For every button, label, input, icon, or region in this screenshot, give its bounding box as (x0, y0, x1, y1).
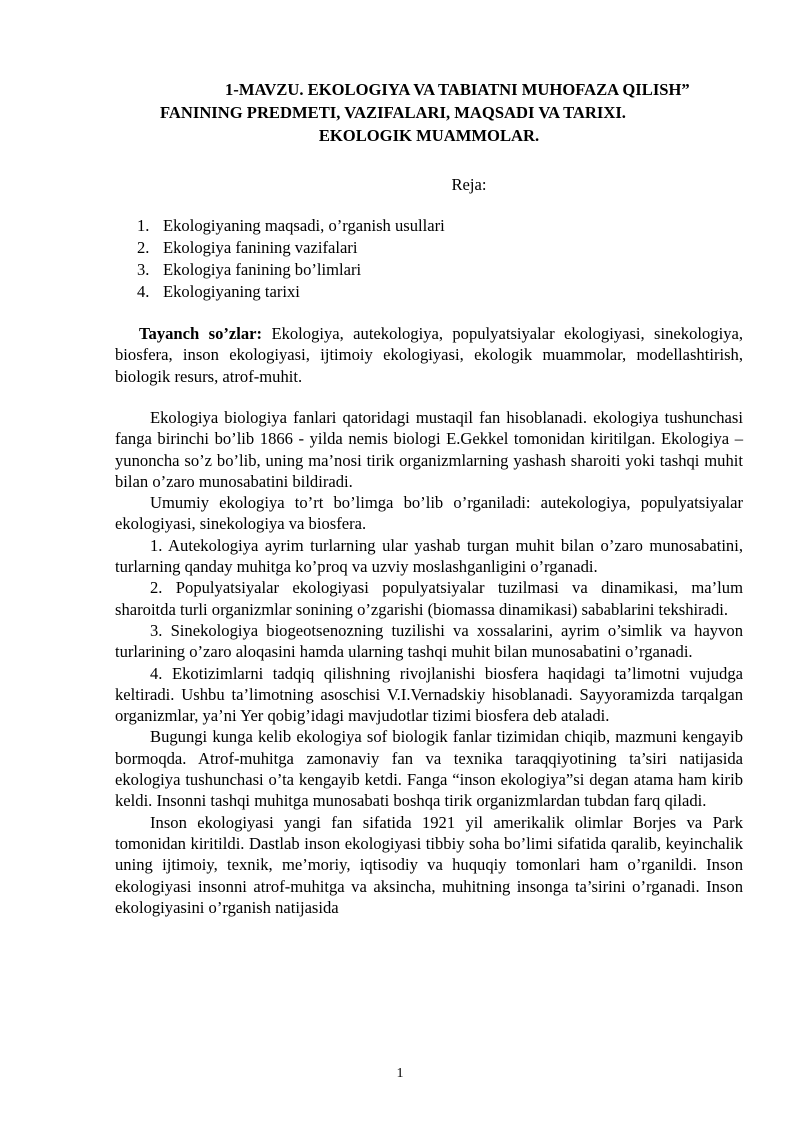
list-item (137, 259, 445, 281)
title-line-3: EKOLOGIK MUAMMOLAR. (318, 126, 540, 145)
body-text (115, 407, 743, 918)
keywords-text: Ekologiya, autekologiya, populyatsiyalar ekologiyasi, sinekologiya, biosfera, inson ekologiyasi, ijtimoiy ekologiyasi, ekologik muammolar, modellashtirish, biologik resurs, atrof-muhit. (115, 324, 743, 386)
keywords-paragraph (115, 323, 743, 387)
list-item-text: Ekologiyaning tarixi (163, 282, 300, 301)
paragraph: Umumiy ekologiya to’rt bo’limga bo’lib o’rganiladi: autekologiya, populyatsiyalar ekologiyasi, sinekologiya va biosfera. (115, 493, 743, 534)
paragraph: 4. Ekotizimlarni tadqiq qilishning rivojlanishi biosfera haqidagi ta’limotni vujudga keltiradi. Ushbu ta’limotning asoschisi V.I.Vernadskiy hisoblanadi. Sayyoramizda tarqalgan organizmlar, ya’ni Yer qobig’idagi mavjudotlar tizimi biosfera deb ataladi. (115, 663, 743, 726)
title-line-2: FANINING PREDMETI, VAZIFALARI, MAQSADI VA TARIXI. (160, 103, 626, 122)
plan-list (137, 215, 445, 303)
plan-heading (115, 174, 743, 196)
list-item-number: 2. (137, 238, 150, 257)
list-item (137, 237, 445, 259)
list-item-number: 4. (137, 282, 150, 301)
list-item-number: 3. (137, 260, 150, 279)
paragraph: Inson ekologiyasi yangi fan sifatida 1921 yil amerikalik olimlar Borjes va Park tomonidan kiritildi. Dastlab inson ekologiyasi tibbiy soha bo’limi sifatida qaralib, keyinchalik uning ijtimoiy, texnik, me’moriy, iqtisodiy va huquqiy tomonlari ham o’rganildi. Inson ekologiyasi insonni atrof-muhitga va aksincha, muhitning insonga ta’sirini o’rganadi. Inson ekologiyasini o’rganish natijasida (115, 812, 743, 917)
paragraph: 1. Autekologiya ayrim turlarning ular yashab turgan muhit bilan o’zaro munosabatini, turlarning qanday muhitga ko’proq va uzviy moslashganligini o’rganadi. (115, 535, 743, 577)
paragraph: Bugungi kunga kelib ekologiya sof biologik fanlar tizimidan chiqib, mazmuni kengayib bormoqda. Atrof-muhitga zamonaviy fan va texnika taraqqiyotining ta’siri natijasida ekologiya tushunchasi o’ta kengayib ketdi. Fanga “inson ekologiya”si degan atama ham kirib keldi. Insonni tashqi muhitga munosabati boshqa tirik organizmlardan tubdan farq qiladi. (115, 727, 743, 811)
paragraph: 3. Sinekologiya biogeotsenozning tuzilishi va xossalarini, ayrim o’simlik va hayvon turlarining o’zaro aloqasini hamda ularning tashqi muhit bilan munosabatini o’rganadi. (115, 620, 743, 662)
list-item-number: 1. (137, 216, 150, 235)
list-item-text: Ekologiya fanining bo’limlari (163, 260, 362, 279)
title-line-1: 1-MAVZU. EKOLOGIYA VA TABIATNI MUHOFAZA QILISH” (225, 80, 690, 99)
list-item (137, 281, 445, 303)
page-number: 1 (396, 1066, 404, 1081)
list-item-text: Ekologiyaning maqsadi, o’rganish usullari (163, 216, 445, 235)
list-item-text: Ekologiya fanining vazifalari (163, 238, 358, 257)
paragraph: Ekologiya biologiya fanlari qatoridagi mustaqil fan hisoblanadi. ekologiya tushunchasi fanga birinchi bo’lib 1866 - yilda nemis biologi E.Gekkel tomonidan kiritilgan. Ekologiya – yunoncha so’z bo’lib, uning ma’nosi tirik organizmlarning yashash sharoiti yoki tashqi muhit bilan o’zaro munosabatini bildiradi. (115, 408, 743, 491)
paragraph: 2. Populyatsiyalar ekologiyasi populyatsiyalar tuzilmasi va dinamikasi, ma’lum sharoitda turli organizmlar sonining o’zgarishi (biomassa dinamikasi) sabablarini tekshiradi. (115, 578, 743, 619)
plan-label: Reja: (451, 175, 487, 194)
keywords-label: Tayanch so’zlar: (139, 324, 263, 343)
list-item (137, 215, 445, 237)
page-title (115, 78, 743, 147)
